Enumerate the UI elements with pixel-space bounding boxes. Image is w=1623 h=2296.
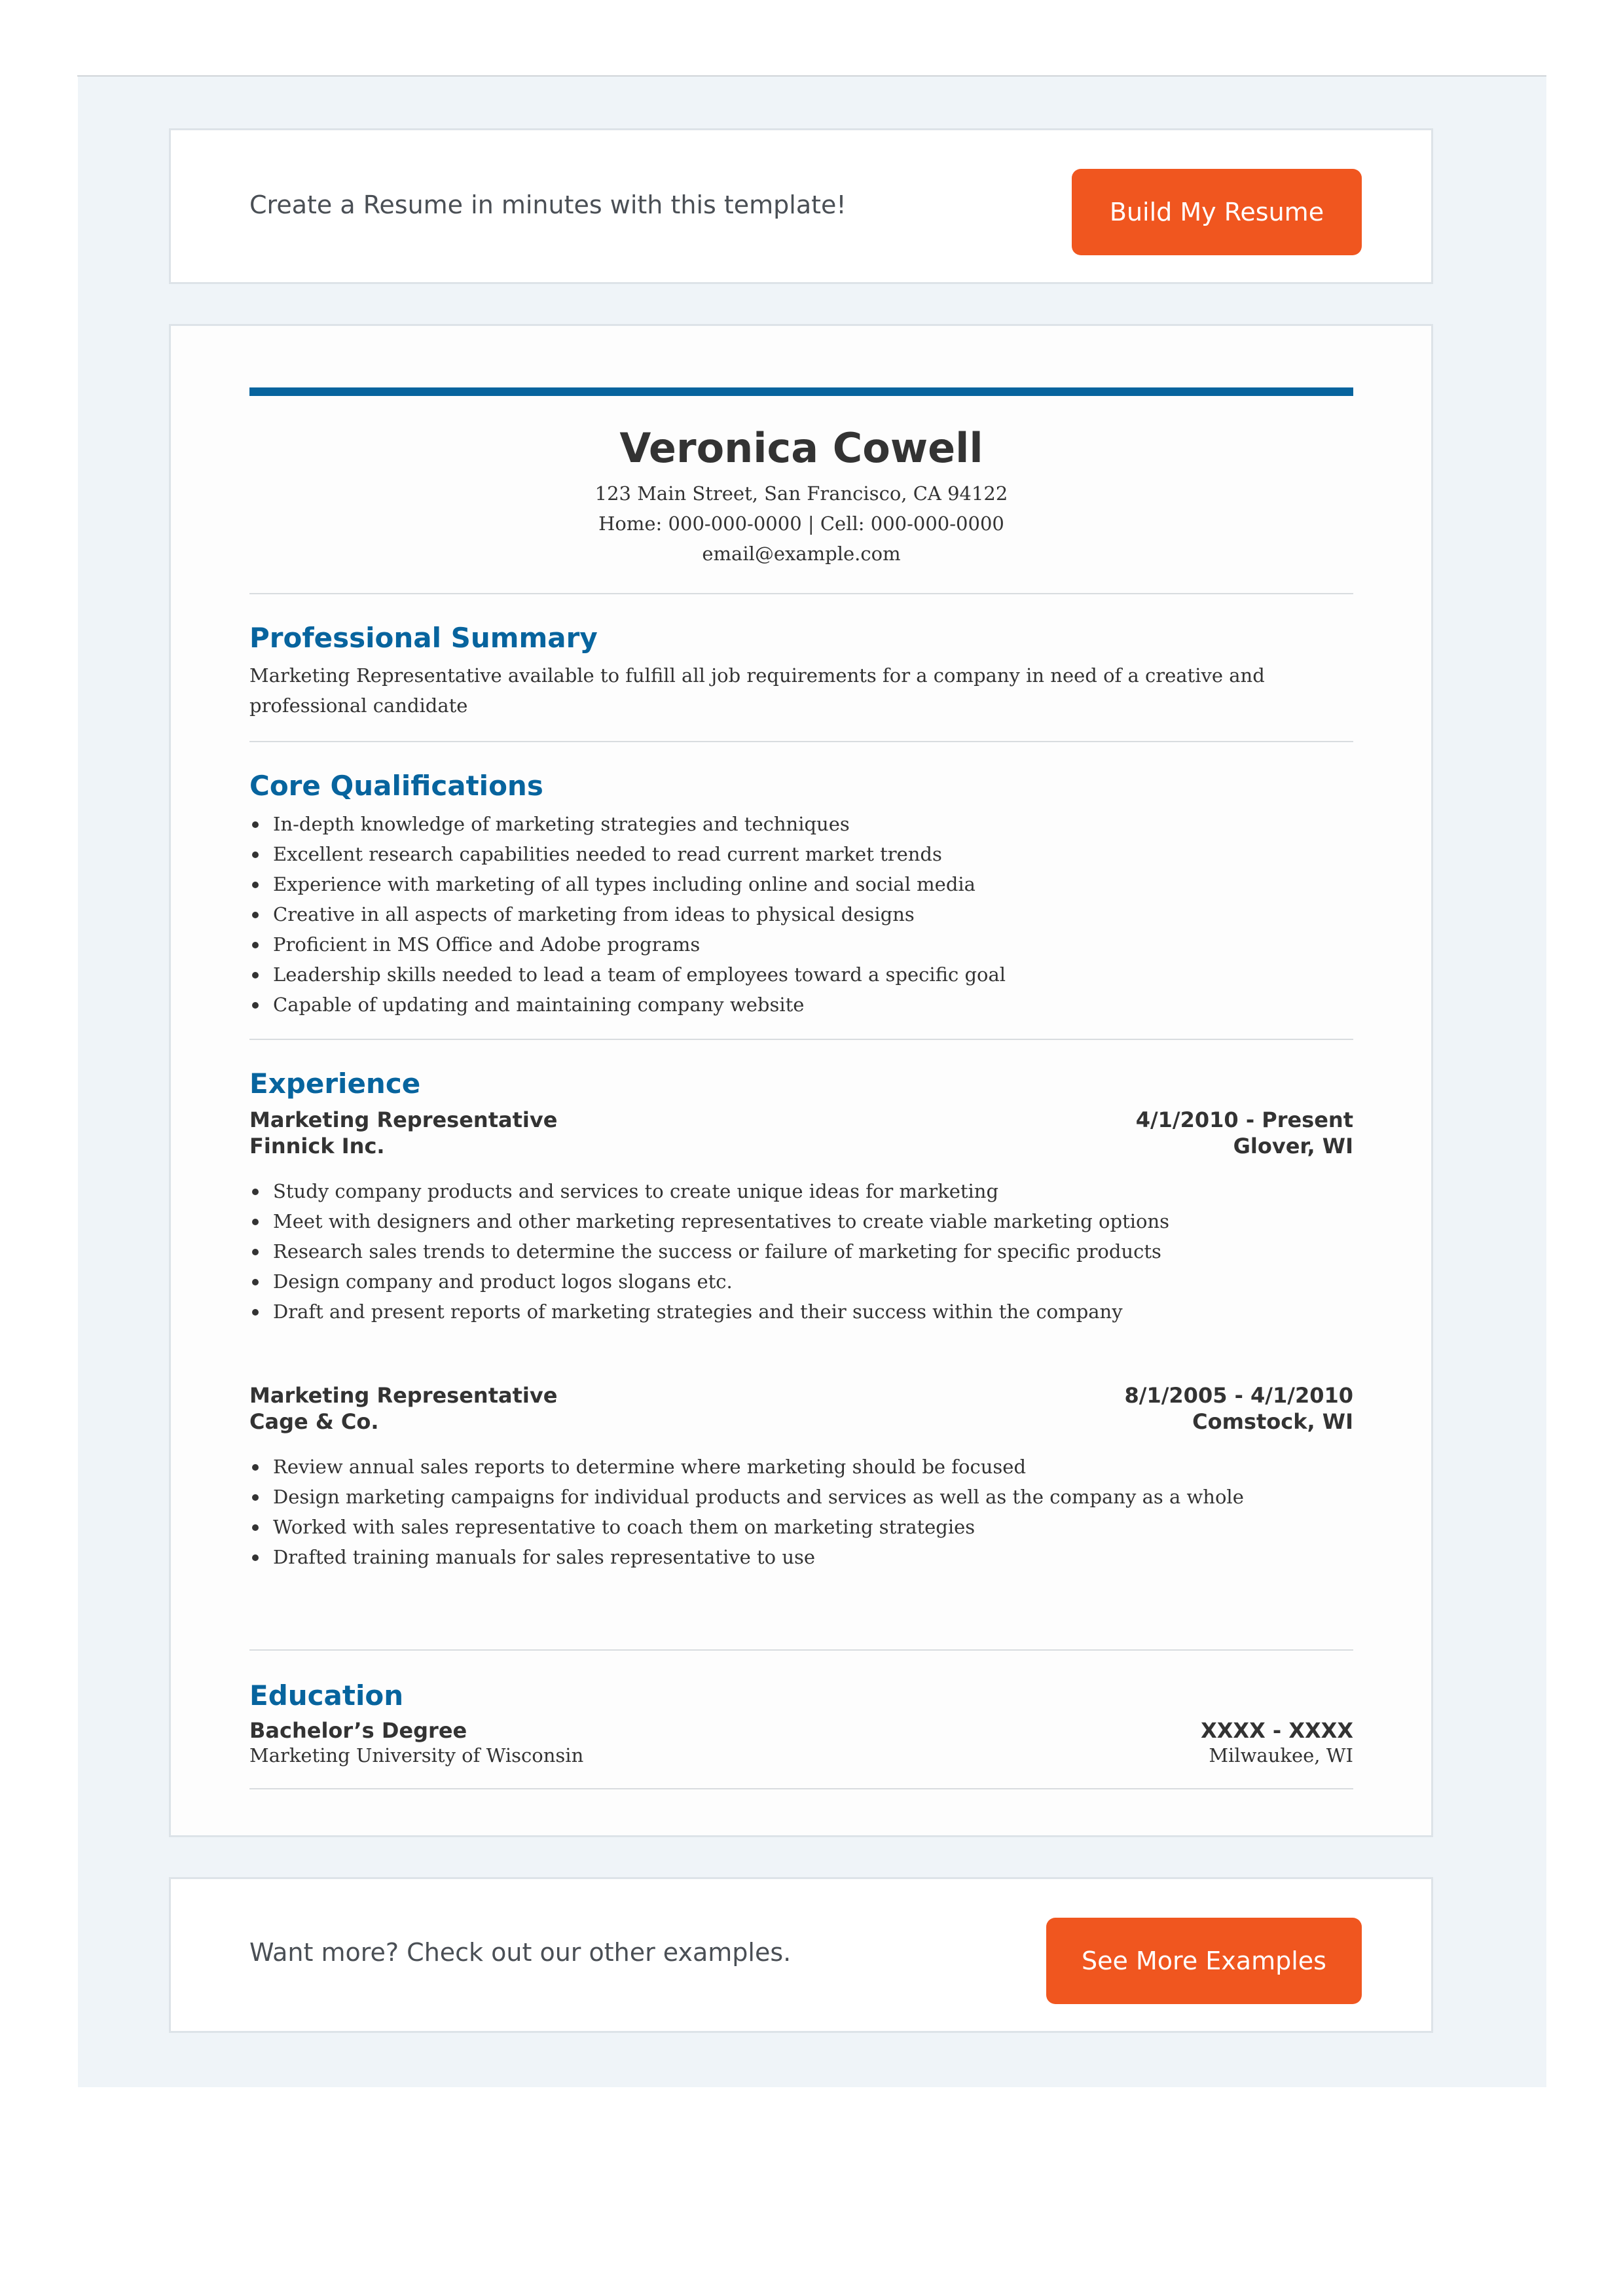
list-item: In-depth knowledge of marketing strategies and techniques: [249, 809, 1006, 839]
bullet-icon: [252, 852, 259, 858]
education-school-row: [249, 1744, 1353, 1767]
job-title-row: [249, 1107, 1353, 1132]
list-item: Worked with sales representative to coach them on marketing strategies: [249, 1512, 1244, 1542]
section-divider: [249, 593, 1353, 594]
school: Marketing University of Wisconsin: [249, 1744, 584, 1767]
list-item: Design marketing campaigns for individual products and services as well as the company as a whole: [249, 1482, 1244, 1512]
bullet-icon: [252, 912, 259, 918]
phone-numbers: Home: 000-000-0000 | Cell: 000-000-0000: [598, 512, 1004, 535]
job-location: Glover, WI: [1233, 1134, 1353, 1158]
list-item: Excellent research capabilities needed to read current market trends: [249, 839, 1006, 869]
job-location: Comstock, WI: [1192, 1409, 1353, 1434]
list-item: Drafted training manuals for sales representative to use: [249, 1542, 1244, 1572]
job-title-row: [249, 1383, 1353, 1408]
education-dates: XXXX - XXXX: [1201, 1718, 1353, 1743]
summary-heading: Professional Summary: [249, 622, 598, 654]
top-cta-card: [169, 128, 1433, 284]
degree: Bachelor’s Degree: [249, 1718, 467, 1743]
bullet-icon: [252, 1494, 259, 1501]
bullet-icon: [252, 1249, 259, 1255]
list-item: Proficient in MS Office and Adobe programs: [249, 929, 1006, 960]
job-company-row: [249, 1409, 1353, 1434]
qualifications-list: [249, 809, 1006, 1020]
job-dates: 8/1/2005 - 4/1/2010: [1124, 1383, 1353, 1408]
page-background: [78, 77, 1546, 2087]
list-item: Capable of updating and maintaining company website: [249, 990, 1006, 1020]
list-item: Design company and product logos slogans etc.: [249, 1266, 1169, 1297]
address: 123 Main Street, San Francisco, CA 94122: [594, 482, 1008, 505]
list-item: Creative in all aspects of marketing from ideas to physical designs: [249, 899, 1006, 929]
job-duties-list: [249, 1452, 1244, 1572]
build-resume-button[interactable]: Build My Resume: [1072, 169, 1362, 255]
experience-heading: Experience: [249, 1067, 421, 1100]
section-divider: [249, 741, 1353, 742]
job-duties-list: [249, 1176, 1169, 1327]
bottom-cta-text: Want more? Check out our other examples.: [249, 1938, 792, 1967]
bullet-icon: [252, 1554, 259, 1561]
bullet-icon: [252, 1002, 259, 1009]
summary-text: Marketing Representative available to fulfill all job requirements for a company in need of a creative and professional candidate: [249, 664, 1265, 717]
list-item: Leadership skills needed to lead a team of employees toward a specific goal: [249, 960, 1006, 990]
bullet-icon: [252, 942, 259, 948]
top-cta-text: Create a Resume in minutes with this template!: [249, 190, 847, 219]
bullet-icon: [252, 1464, 259, 1471]
bullet-icon: [252, 1524, 259, 1531]
education-heading: Education: [249, 1679, 404, 1712]
bullet-icon: [252, 1279, 259, 1285]
bullet-icon: [252, 882, 259, 888]
job-company-row: [249, 1134, 1353, 1158]
section-divider: [249, 1649, 1353, 1651]
list-item: Meet with designers and other marketing representatives to create viable marketing options: [249, 1206, 1169, 1236]
qualifications-heading: Core Qualifications: [249, 770, 543, 802]
school-location: Milwaukee, WI: [1209, 1744, 1353, 1767]
list-item: Research sales trends to determine the success or failure of marketing for specific products: [249, 1236, 1169, 1266]
job-company: Finnick Inc.: [249, 1134, 385, 1158]
section-divider: [249, 1039, 1353, 1040]
bullet-icon: [252, 1189, 259, 1195]
education-degree-row: [249, 1718, 1353, 1743]
list-item: Review annual sales reports to determine where marketing should be focused: [249, 1452, 1244, 1482]
header-accent-bar: [249, 387, 1353, 396]
bottom-cta-card: [169, 1877, 1433, 2033]
list-item: Experience with marketing of all types including online and social media: [249, 869, 1006, 899]
candidate-name: Veronica Cowell: [619, 424, 983, 472]
job-company: Cage & Co.: [249, 1409, 379, 1434]
bullet-icon: [252, 821, 259, 828]
job-title: Marketing Representative: [249, 1107, 558, 1132]
bullet-icon: [252, 1219, 259, 1225]
job-title: Marketing Representative: [249, 1383, 558, 1408]
bullet-icon: [252, 972, 259, 978]
list-item: Study company products and services to create unique ideas for marketing: [249, 1176, 1169, 1206]
see-more-examples-button[interactable]: See More Examples: [1046, 1918, 1362, 2004]
section-divider: [249, 1788, 1353, 1789]
email: email@example.com: [702, 543, 901, 565]
job-dates: 4/1/2010 - Present: [1135, 1107, 1353, 1132]
bullet-icon: [252, 1309, 259, 1316]
resume-card: [169, 324, 1433, 1837]
list-item: Draft and present reports of marketing strategies and their success within the company: [249, 1297, 1169, 1327]
